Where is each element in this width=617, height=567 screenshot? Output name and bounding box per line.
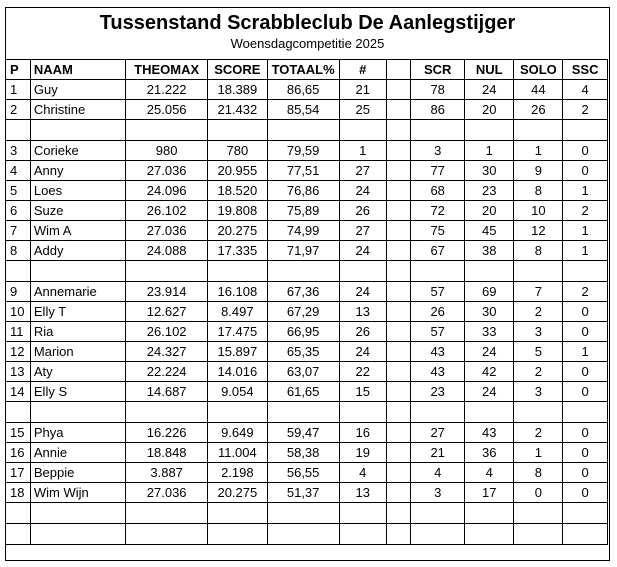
cell-hash: 24	[339, 181, 386, 201]
cell-score: 17.475	[207, 322, 267, 342]
cell-naam: Annie	[30, 443, 125, 463]
cell-hash: 16	[339, 423, 386, 443]
cell-totaal: 61,65	[267, 382, 339, 402]
cell-scr: 23	[411, 382, 464, 402]
cell-blank	[386, 282, 411, 302]
header-score: SCORE	[207, 60, 267, 80]
cell-blank	[386, 322, 411, 342]
cell-p: 18	[6, 483, 31, 503]
cell-blank	[386, 141, 411, 161]
cell-naam: Ria	[30, 322, 125, 342]
cell-blank	[386, 261, 411, 282]
cell-scr	[411, 120, 464, 141]
cell-scr: 67	[411, 241, 464, 261]
cell-score	[207, 120, 267, 141]
cell-theomax: 3.887	[126, 463, 208, 483]
cell-p: 11	[6, 322, 31, 342]
cell-scr: 26	[411, 302, 464, 322]
cell-naam: Phya	[30, 423, 125, 443]
cell-score: 14.016	[207, 362, 267, 382]
table-row	[6, 201, 608, 221]
cell-theomax: 24.088	[126, 241, 208, 261]
cell-solo: 2	[514, 302, 563, 322]
page-subtitle: Woensdagcompetitie 2025	[230, 36, 385, 51]
cell-ssc	[563, 402, 608, 423]
cell-nul: 4	[464, 463, 514, 483]
cell-blank	[386, 443, 411, 463]
cell-naam	[30, 524, 125, 545]
table-row	[6, 302, 608, 322]
cell-ssc	[563, 120, 608, 141]
cell-p	[6, 120, 31, 141]
cell-scr: 3	[411, 483, 464, 503]
cell-p: 7	[6, 221, 31, 241]
cell-theomax: 21.222	[126, 80, 208, 100]
header-theomax: THEOMAX	[126, 60, 208, 80]
cell-score	[207, 402, 267, 423]
cell-nul: 42	[464, 362, 514, 382]
header-scr: SCR	[411, 60, 464, 80]
cell-theomax	[126, 120, 208, 141]
cell-ssc: 0	[563, 161, 608, 181]
cell-ssc	[563, 524, 608, 545]
table-row	[6, 362, 608, 382]
cell-hash: 26	[339, 322, 386, 342]
cell-hash: 21	[339, 80, 386, 100]
cell-naam	[30, 402, 125, 423]
cell-hash: 27	[339, 161, 386, 181]
cell-totaal: 76,86	[267, 181, 339, 201]
table-row	[6, 342, 608, 362]
cell-blank	[386, 402, 411, 423]
cell-nul: 24	[464, 382, 514, 402]
cell-scr: 57	[411, 322, 464, 342]
cell-score: 780	[207, 141, 267, 161]
cell-ssc: 0	[563, 141, 608, 161]
cell-nul	[464, 120, 514, 141]
cell-ssc: 4	[563, 80, 608, 100]
cell-blank	[386, 181, 411, 201]
cell-naam	[30, 503, 125, 524]
cell-hash: 25	[339, 100, 386, 120]
cell-totaal: 67,29	[267, 302, 339, 322]
cell-hash	[339, 524, 386, 545]
cell-p: 13	[6, 362, 31, 382]
cell-naam	[30, 120, 125, 141]
cell-solo: 3	[514, 322, 563, 342]
cell-solo: 2	[514, 423, 563, 443]
cell-naam: Guy	[30, 80, 125, 100]
cell-scr: 78	[411, 80, 464, 100]
header-naam: NAAM	[30, 60, 125, 80]
cell-naam: Annemarie	[30, 282, 125, 302]
spacer-row	[6, 402, 608, 423]
cell-solo: 1	[514, 141, 563, 161]
cell-blank	[386, 362, 411, 382]
cell-naam	[30, 261, 125, 282]
cell-scr: 77	[411, 161, 464, 181]
cell-blank	[386, 120, 411, 141]
cell-blank	[386, 100, 411, 120]
cell-scr	[411, 402, 464, 423]
cell-ssc: 0	[563, 322, 608, 342]
cell-ssc: 0	[563, 302, 608, 322]
cell-p: 8	[6, 241, 31, 261]
cell-nul: 36	[464, 443, 514, 463]
spacer-row	[6, 120, 608, 141]
cell-totaal: 85,54	[267, 100, 339, 120]
table-row	[6, 423, 608, 443]
cell-theomax: 980	[126, 141, 208, 161]
cell-solo: 7	[514, 282, 563, 302]
cell-nul: 1	[464, 141, 514, 161]
cell-p: 15	[6, 423, 31, 443]
table-row	[6, 443, 608, 463]
cell-nul: 30	[464, 161, 514, 181]
cell-totaal	[267, 402, 339, 423]
cell-totaal: 86,65	[267, 80, 339, 100]
cell-scr	[411, 503, 464, 524]
cell-solo: 26	[514, 100, 563, 120]
cell-blank	[386, 423, 411, 443]
table-row	[6, 100, 608, 120]
cell-solo	[514, 524, 563, 545]
cell-blank	[386, 161, 411, 181]
cell-totaal: 67,36	[267, 282, 339, 302]
header-hash: #	[339, 60, 386, 80]
cell-p: 4	[6, 161, 31, 181]
cell-totaal: 79,59	[267, 141, 339, 161]
cell-scr: 4	[411, 463, 464, 483]
cell-solo: 5	[514, 342, 563, 362]
header-blank	[386, 60, 411, 80]
table-row	[6, 141, 608, 161]
cell-score: 21.432	[207, 100, 267, 120]
cell-nul: 33	[464, 322, 514, 342]
cell-ssc: 2	[563, 282, 608, 302]
cell-p: 6	[6, 201, 31, 221]
cell-solo	[514, 503, 563, 524]
cell-scr: 27	[411, 423, 464, 443]
cell-ssc: 0	[563, 483, 608, 503]
cell-blank	[386, 503, 411, 524]
cell-scr: 68	[411, 181, 464, 201]
cell-nul: 24	[464, 342, 514, 362]
cell-solo: 8	[514, 241, 563, 261]
cell-p: 2	[6, 100, 31, 120]
table-row	[6, 382, 608, 402]
cell-score: 16.108	[207, 282, 267, 302]
header-ssc: SSC	[563, 60, 608, 80]
cell-p: 5	[6, 181, 31, 201]
table-row	[6, 282, 608, 302]
cell-score	[207, 503, 267, 524]
cell-solo: 12	[514, 221, 563, 241]
table-row	[6, 161, 608, 181]
cell-p	[6, 261, 31, 282]
cell-totaal	[267, 503, 339, 524]
cell-blank	[386, 524, 411, 545]
cell-solo: 1	[514, 443, 563, 463]
cell-nul	[464, 524, 514, 545]
cell-hash	[339, 402, 386, 423]
cell-totaal: 77,51	[267, 161, 339, 181]
cell-theomax	[126, 261, 208, 282]
cell-p: 10	[6, 302, 31, 322]
cell-p: 3	[6, 141, 31, 161]
cell-p: 1	[6, 80, 31, 100]
cell-p	[6, 402, 31, 423]
cell-score: 20.955	[207, 161, 267, 181]
cell-p	[6, 503, 31, 524]
cell-ssc: 0	[563, 382, 608, 402]
cell-naam: Suze	[30, 201, 125, 221]
cell-solo: 10	[514, 201, 563, 221]
cell-totaal: 71,97	[267, 241, 339, 261]
cell-ssc: 0	[563, 463, 608, 483]
cell-totaal	[267, 261, 339, 282]
cell-score: 11.004	[207, 443, 267, 463]
cell-totaal: 65,35	[267, 342, 339, 362]
cell-blank	[386, 221, 411, 241]
cell-totaal	[267, 524, 339, 545]
cell-totaal: 59,47	[267, 423, 339, 443]
cell-p: 12	[6, 342, 31, 362]
table-row	[6, 463, 608, 483]
cell-score: 9.649	[207, 423, 267, 443]
cell-hash: 24	[339, 241, 386, 261]
cell-theomax	[126, 524, 208, 545]
cell-hash: 27	[339, 221, 386, 241]
cell-nul: 17	[464, 483, 514, 503]
cell-nul: 24	[464, 80, 514, 100]
cell-totaal: 66,95	[267, 322, 339, 342]
cell-totaal: 75,89	[267, 201, 339, 221]
cell-score: 9.054	[207, 382, 267, 402]
cell-scr: 57	[411, 282, 464, 302]
cell-solo: 8	[514, 463, 563, 483]
cell-naam: Wim Wijn	[30, 483, 125, 503]
cell-nul: 20	[464, 201, 514, 221]
cell-solo: 8	[514, 181, 563, 201]
cell-nul: 30	[464, 302, 514, 322]
cell-theomax: 23.914	[126, 282, 208, 302]
cell-hash	[339, 261, 386, 282]
cell-score: 20.275	[207, 483, 267, 503]
cell-hash: 13	[339, 302, 386, 322]
cell-score	[207, 524, 267, 545]
cell-blank	[386, 382, 411, 402]
cell-nul	[464, 261, 514, 282]
cell-blank	[386, 342, 411, 362]
table-body	[6, 80, 608, 545]
cell-naam: Loes	[30, 181, 125, 201]
cell-score: 20.275	[207, 221, 267, 241]
cell-theomax: 26.102	[126, 201, 208, 221]
cell-theomax: 25.056	[126, 100, 208, 120]
cell-naam: Anny	[30, 161, 125, 181]
cell-hash: 15	[339, 382, 386, 402]
cell-scr: 3	[411, 141, 464, 161]
header-solo: SOLO	[514, 60, 563, 80]
cell-ssc: 1	[563, 342, 608, 362]
cell-theomax: 14.687	[126, 382, 208, 402]
cell-nul: 45	[464, 221, 514, 241]
cell-naam: Corieke	[30, 141, 125, 161]
cell-ssc: 1	[563, 241, 608, 261]
cell-p: 16	[6, 443, 31, 463]
cell-scr: 43	[411, 362, 464, 382]
cell-ssc: 2	[563, 100, 608, 120]
table-row	[6, 221, 608, 241]
cell-nul	[464, 402, 514, 423]
cell-scr	[411, 261, 464, 282]
cell-ssc: 0	[563, 423, 608, 443]
cell-p: 9	[6, 282, 31, 302]
page-title: Tussenstand Scrabbleclub De Aanlegstijger	[99, 12, 516, 34]
cell-solo: 9	[514, 161, 563, 181]
table-row	[6, 322, 608, 342]
cell-naam: Elly T	[30, 302, 125, 322]
cell-score: 15.897	[207, 342, 267, 362]
cell-theomax: 27.036	[126, 483, 208, 503]
cell-blank	[386, 80, 411, 100]
cell-nul: 23	[464, 181, 514, 201]
cell-score: 17.335	[207, 241, 267, 261]
cell-hash: 24	[339, 282, 386, 302]
cell-solo	[514, 261, 563, 282]
cell-blank	[386, 241, 411, 261]
cell-p: 17	[6, 463, 31, 483]
cell-hash: 1	[339, 141, 386, 161]
header-p: P	[6, 60, 31, 80]
cell-theomax: 22.224	[126, 362, 208, 382]
cell-solo: 2	[514, 362, 563, 382]
cell-scr: 21	[411, 443, 464, 463]
cell-score: 8.497	[207, 302, 267, 322]
cell-totaal: 63,07	[267, 362, 339, 382]
cell-score	[207, 261, 267, 282]
header-totaal: TOTAAL%	[267, 60, 339, 80]
cell-score: 19.808	[207, 201, 267, 221]
cell-solo	[514, 402, 563, 423]
cell-naam: Beppie	[30, 463, 125, 483]
cell-blank	[386, 302, 411, 322]
cell-totaal: 56,55	[267, 463, 339, 483]
cell-totaal: 58,38	[267, 443, 339, 463]
cell-nul: 43	[464, 423, 514, 443]
cell-naam: Wim A	[30, 221, 125, 241]
cell-nul: 20	[464, 100, 514, 120]
cell-scr: 75	[411, 221, 464, 241]
cell-hash	[339, 503, 386, 524]
cell-ssc: 0	[563, 443, 608, 463]
cell-hash: 22	[339, 362, 386, 382]
cell-nul: 69	[464, 282, 514, 302]
table-row	[6, 241, 608, 261]
cell-p: 14	[6, 382, 31, 402]
cell-ssc: 2	[563, 201, 608, 221]
table-row	[6, 80, 608, 100]
standings-sheet	[5, 7, 610, 561]
cell-hash: 26	[339, 201, 386, 221]
cell-theomax: 16.226	[126, 423, 208, 443]
cell-nul: 38	[464, 241, 514, 261]
cell-solo: 0	[514, 483, 563, 503]
cell-naam: Marion	[30, 342, 125, 362]
cell-hash: 4	[339, 463, 386, 483]
spacer-row	[6, 261, 608, 282]
cell-solo	[514, 120, 563, 141]
standings-table	[5, 59, 608, 545]
cell-nul	[464, 503, 514, 524]
spacer-row	[6, 524, 608, 545]
cell-naam: Elly S	[30, 382, 125, 402]
cell-theomax: 27.036	[126, 221, 208, 241]
cell-scr: 43	[411, 342, 464, 362]
cell-theomax: 24.327	[126, 342, 208, 362]
cell-totaal: 74,99	[267, 221, 339, 241]
cell-scr: 72	[411, 201, 464, 221]
cell-hash: 24	[339, 342, 386, 362]
cell-theomax: 12.627	[126, 302, 208, 322]
cell-theomax: 18.848	[126, 443, 208, 463]
cell-hash: 13	[339, 483, 386, 503]
cell-ssc: 1	[563, 181, 608, 201]
cell-theomax: 26.102	[126, 322, 208, 342]
cell-hash: 19	[339, 443, 386, 463]
cell-p	[6, 524, 31, 545]
cell-ssc: 1	[563, 221, 608, 241]
header-row	[6, 60, 608, 80]
cell-totaal: 51,37	[267, 483, 339, 503]
cell-ssc	[563, 261, 608, 282]
spacer-row	[6, 503, 608, 524]
cell-blank	[386, 201, 411, 221]
cell-score: 2.198	[207, 463, 267, 483]
cell-theomax: 27.036	[126, 161, 208, 181]
cell-naam: Christine	[30, 100, 125, 120]
cell-score: 18.389	[207, 80, 267, 100]
cell-naam: Addy	[30, 241, 125, 261]
cell-naam: Aty	[30, 362, 125, 382]
cell-scr	[411, 524, 464, 545]
cell-theomax: 24.096	[126, 181, 208, 201]
table-row	[6, 181, 608, 201]
cell-ssc	[563, 503, 608, 524]
cell-blank	[386, 463, 411, 483]
table-row	[6, 483, 608, 503]
cell-solo: 44	[514, 80, 563, 100]
header-nul: NUL	[464, 60, 514, 80]
cell-scr: 86	[411, 100, 464, 120]
cell-totaal	[267, 120, 339, 141]
cell-score: 18.520	[207, 181, 267, 201]
cell-theomax	[126, 402, 208, 423]
cell-blank	[386, 483, 411, 503]
cell-hash	[339, 120, 386, 141]
cell-solo: 3	[514, 382, 563, 402]
cell-theomax	[126, 503, 208, 524]
cell-ssc: 0	[563, 362, 608, 382]
